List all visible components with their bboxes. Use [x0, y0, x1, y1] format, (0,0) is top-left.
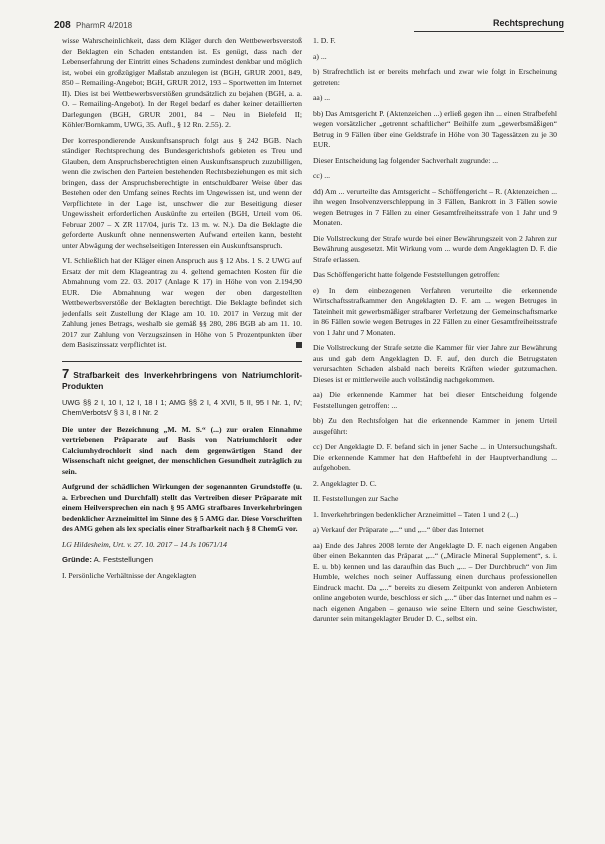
paragraph: bb) Zu den Rechtsfolgen hat die erkennende Kammer in jenem Urteil ausgeführt: — [313, 416, 557, 436]
right-column — [313, 36, 557, 630]
paragraph: Die Vollstreckung der Strafe setzte die Kammer für vier Jahre zur Bewährung aus und gab dem Angeklagten D. F. auf, den durch die Betrugstaten verursachten Schaden alsbald nach bereits Kräften wieder gutzumachen. Dieses ist er mittlerweile auch vollständig nachgekommen. — [313, 343, 557, 384]
paragraph: aa) ... — [313, 93, 331, 102]
reasons-heading — [62, 555, 302, 566]
paragraph: 2. Angeklagter D. C. — [313, 478, 377, 488]
subheading: I. Persönliche Verhältnisse der Angeklagten — [62, 570, 197, 580]
paragraph: cc) Der Angeklagte D. F. befand sich in jener Sache ... in Untersuchungshaft. Die erkennende Kammer hat den Haftbefehl in der Hauptverhandlung ... aufgehoben. — [313, 442, 557, 472]
paragraph: dd) Am ... verurteilte das Amtsgericht – Schöffengericht – R. (Aktenzeichen ... ihn wegen Insolvenzverschleppung in 3 Fällen, Bankrott in 3 Fällen sowie wegen Betruges in 7 Fällen zu einer Gesamtfreiheitsstrafe von 1 Jahr und 9 Monaten. — [313, 186, 557, 227]
journal-title: PharmR 4/2018 — [76, 21, 133, 30]
headnote: Die unter der Bezeichnung „M. M. S.“ (...) zur oralen Einnahme vertriebenen Präparate auf Basis von Natriumchlorit oder Calciumhydrochlorit sind nach dem gegenwärtigen Stand der Wissenschaft nicht geeignet, der menschlichen Gesundheit zuträglich zu sein. — [62, 424, 302, 476]
paragraph — [62, 256, 302, 351]
paragraph: wisse Wahrscheinlichkeit, dass dem Kläger durch den Wettbewerbsverstoß der Beklagten ein Schaden entstanden ist. Es genügt, dass nach der Lebenserfahrung der Eintritt eines Schadens zumindest denkbar und möglich ist, wobei ein großzügiger Maßstab anzulegen ist (BGH, GRUR 2001, 849, 850 – Remailing-Angebot; BGH, GRUR 2012, 193 – Sportwetten im Internet II). Dies ist bei Wettbewerbsverstößen grundsätzlich zu bejahen (BGH, a. a. O. – Remailing-Angebot). In der Regel bedarf es daher keiner detaillierten Darlegungen (BGH, GRUR 2001, 84 – Neu in Bielefeld II; Köhler/Bornkamm, UWG, 35. Aufl., § 12 Rn. 2.55). 2. — [62, 36, 302, 129]
paragraph: aa) Die erkennende Kammer hat bei dieser Entscheidung folgende Feststellungen getroffen: ... — [313, 390, 557, 410]
paragraph: Der korrespondierende Auskunftsanspruch folgt aus § 242 BGB. Nach ständiger Rechtsprechung des Bundesgerichtshofs gebieten es Treu und Glauben, dem Anspruchsberechtigten einen Auskunftsanspruch zuzubilligen, wenn die zwischen den Parteien bestehenden Rechtsbeziehungen es mit sich bringen, dass der Anspruchsberechtigte in entschuldbarer Weise über das Bestehen oder den Umfang seines Rechts im Ungewissen ist, und wenn der Verpflichtete in der Lage ist, unschwer die zur Beseitigung dieser Ungewissheit erforderlichen Auskünfte zu erteilen (BGH, Urteil vom 06. Februar 2007 – X ZR 117/04, juris Tz. 13 m. w. N.). Da die Beklagte die geforderte Auskunft ohne nennenswerten Aufwand erteilen kann, besteht unter Abwägung der wechselseitigen Interessen ein Auskunftsanspruch. — [62, 135, 302, 250]
paragraph: 1. D. F. — [313, 36, 336, 45]
end-of-article-mark — [296, 342, 302, 348]
paragraph-text: VI. Schließlich hat der Kläger einen Anspruch aus § 12 Abs. 1 S. 2 UWG auf Ersatz der mit dem Klageantrag zu 4. geltend gemachten Kosten für die Abmahnung vom 22. 03. 2017 (Anlage K 17) in Höhe von von 2.194,90 EUR. Die Abmahnung war wegen der oben dargestellten Wettbewerbsverstöße der Beklagten berechtigt. Die Beklagte befindet sich jedenfalls seit Zustellung der Klage am 10. 10. 2017 in Verzug mit der Zahlung jenes Betrags, weshalb sie gemäß §§ 280, 286 BGB ab am 11. 10. 2017 zur Zahlung von Verzugszinsen in Höhe von 5 Prozentpunkten über dem Basiszinssatz verpflichtet ist. — [62, 256, 302, 349]
case-title: Strafbarkeit des Inverkehrbringens von Natriumchlorit-Produkten — [62, 369, 302, 391]
page-number: 208 — [54, 20, 71, 31]
paragraph: Das Schöffengericht hatte folgende Feststellungen getroffen: — [313, 270, 500, 279]
reasons-text: A. Feststellungen — [93, 555, 154, 564]
reasons-label: Gründe: — [62, 555, 92, 564]
paragraph: cc) ... — [313, 171, 331, 180]
paragraph: II. Feststellungen zur Sache — [313, 494, 399, 503]
paragraph: bb) Das Amtsgericht P. (Aktenzeichen ...) erließ gegen ihn ... einen Strafbefehl wegen vorsätzlicher „getrennt schaftlicher“ Beihilfe zum „gewerbsmäßigen“ Betrug in 9 Fällen über eine Geldstrafe in Höhe von 30 Tagessätzen zu je 30 EUR. — [313, 108, 557, 149]
paragraph: a) ... — [313, 51, 327, 61]
paragraph: e) In dem einbezogenen Verfahren verurteilte die erkennende Wirtschaftsstrafkammer den Angeklagten D. F. am ... wegen Betruges in Tateinheit mit gewerbsmäßiger strafbarer Verletzung der Gemeinschaftsmarke in 86 Fällen sowie wegen Betruges in 22 Fällen zu einer Gesamtfreiheitsstrafe von 1 Jahr und 7 Monaten. — [313, 285, 557, 337]
paragraph: b) Strafrechtlich ist er bereits mehrfach und zwar wie folgt in Erscheinung getreten: — [313, 67, 557, 87]
case-heading — [62, 361, 302, 392]
left-column — [62, 36, 302, 586]
court-citation: LG Hildesheim, Urt. v. 27. 10. 2017 – 14 Js 10671/14 — [62, 539, 227, 549]
page-header — [54, 6, 564, 36]
paragraph: a) Verkauf der Präparate „...“ und „...“ über das Internet — [313, 525, 484, 534]
case-number: 7 — [62, 365, 70, 381]
paragraph: Dieser Entscheidung lag folgender Sachverhalt zugrunde: ... — [313, 155, 499, 165]
paragraph: 1. Inverkehrbringen bedenklicher Arzneimittel – Taten 1 und 2 (...) — [313, 509, 519, 519]
paragraph: Die Vollstreckung der Strafe wurde bei einer Bewährungszeit von 2 Jahren zur Bewährung ausgesetzt. Mit Wirkung vom ... wurde dem Angeklagten D. F. die Strafe erlassen. — [313, 233, 557, 264]
section-title: Rechtsprechung — [414, 18, 564, 32]
headnote: Aufgrund der schädlichen Wirkungen der sogenannten Grundstoffe (u. a. Erbrechen und Durchfall) stellt das Vertreiben dieser Präparate mit einem Heilversprechen ein nach § 95 AMG strafbares Inverkehrbringen bedenklicher Arzneimittel im Sinne des § 5 AMG dar. Diese Vorschriften des AMG gehen als lex specialis einer Strafbarkeit nach § 8 ChemG vor. — [62, 482, 302, 533]
paragraph: aa) Ende des Jahres 2008 lernte der Angeklagte D. F. nach eigenen Angaben über einen Bekannten das Präparat „...“ („Miracle Mineral Supplement“, s. i. E. u. bb) kennen und las daraufhin das Buch „... – Der Durchbruch“ von Jim Humble, welches noch seiner Auffassung einen durchaus professionellen Eindruck macht. Da „...“ bereits zu diesem Zeitpunkt von anderen Anbietern online angeboten wurde, beschloss er sich „...“ über das Internet und nahm es – nach eigenen Angaben – genauso wie seine Eltern und seine Geschwister, darunter sein mitangeklagter Bruder D. C., selbst ein. — [313, 540, 558, 623]
legal-norms: UWG §§ 2 I, 10 I, 12 I, 18 I 1; AMG §§ 2 I, 4 XVII, 5 II, 95 I Nr. 1, IV; ChemVerbotsV § 3 I, 8 I Nr. 2 — [62, 397, 302, 417]
